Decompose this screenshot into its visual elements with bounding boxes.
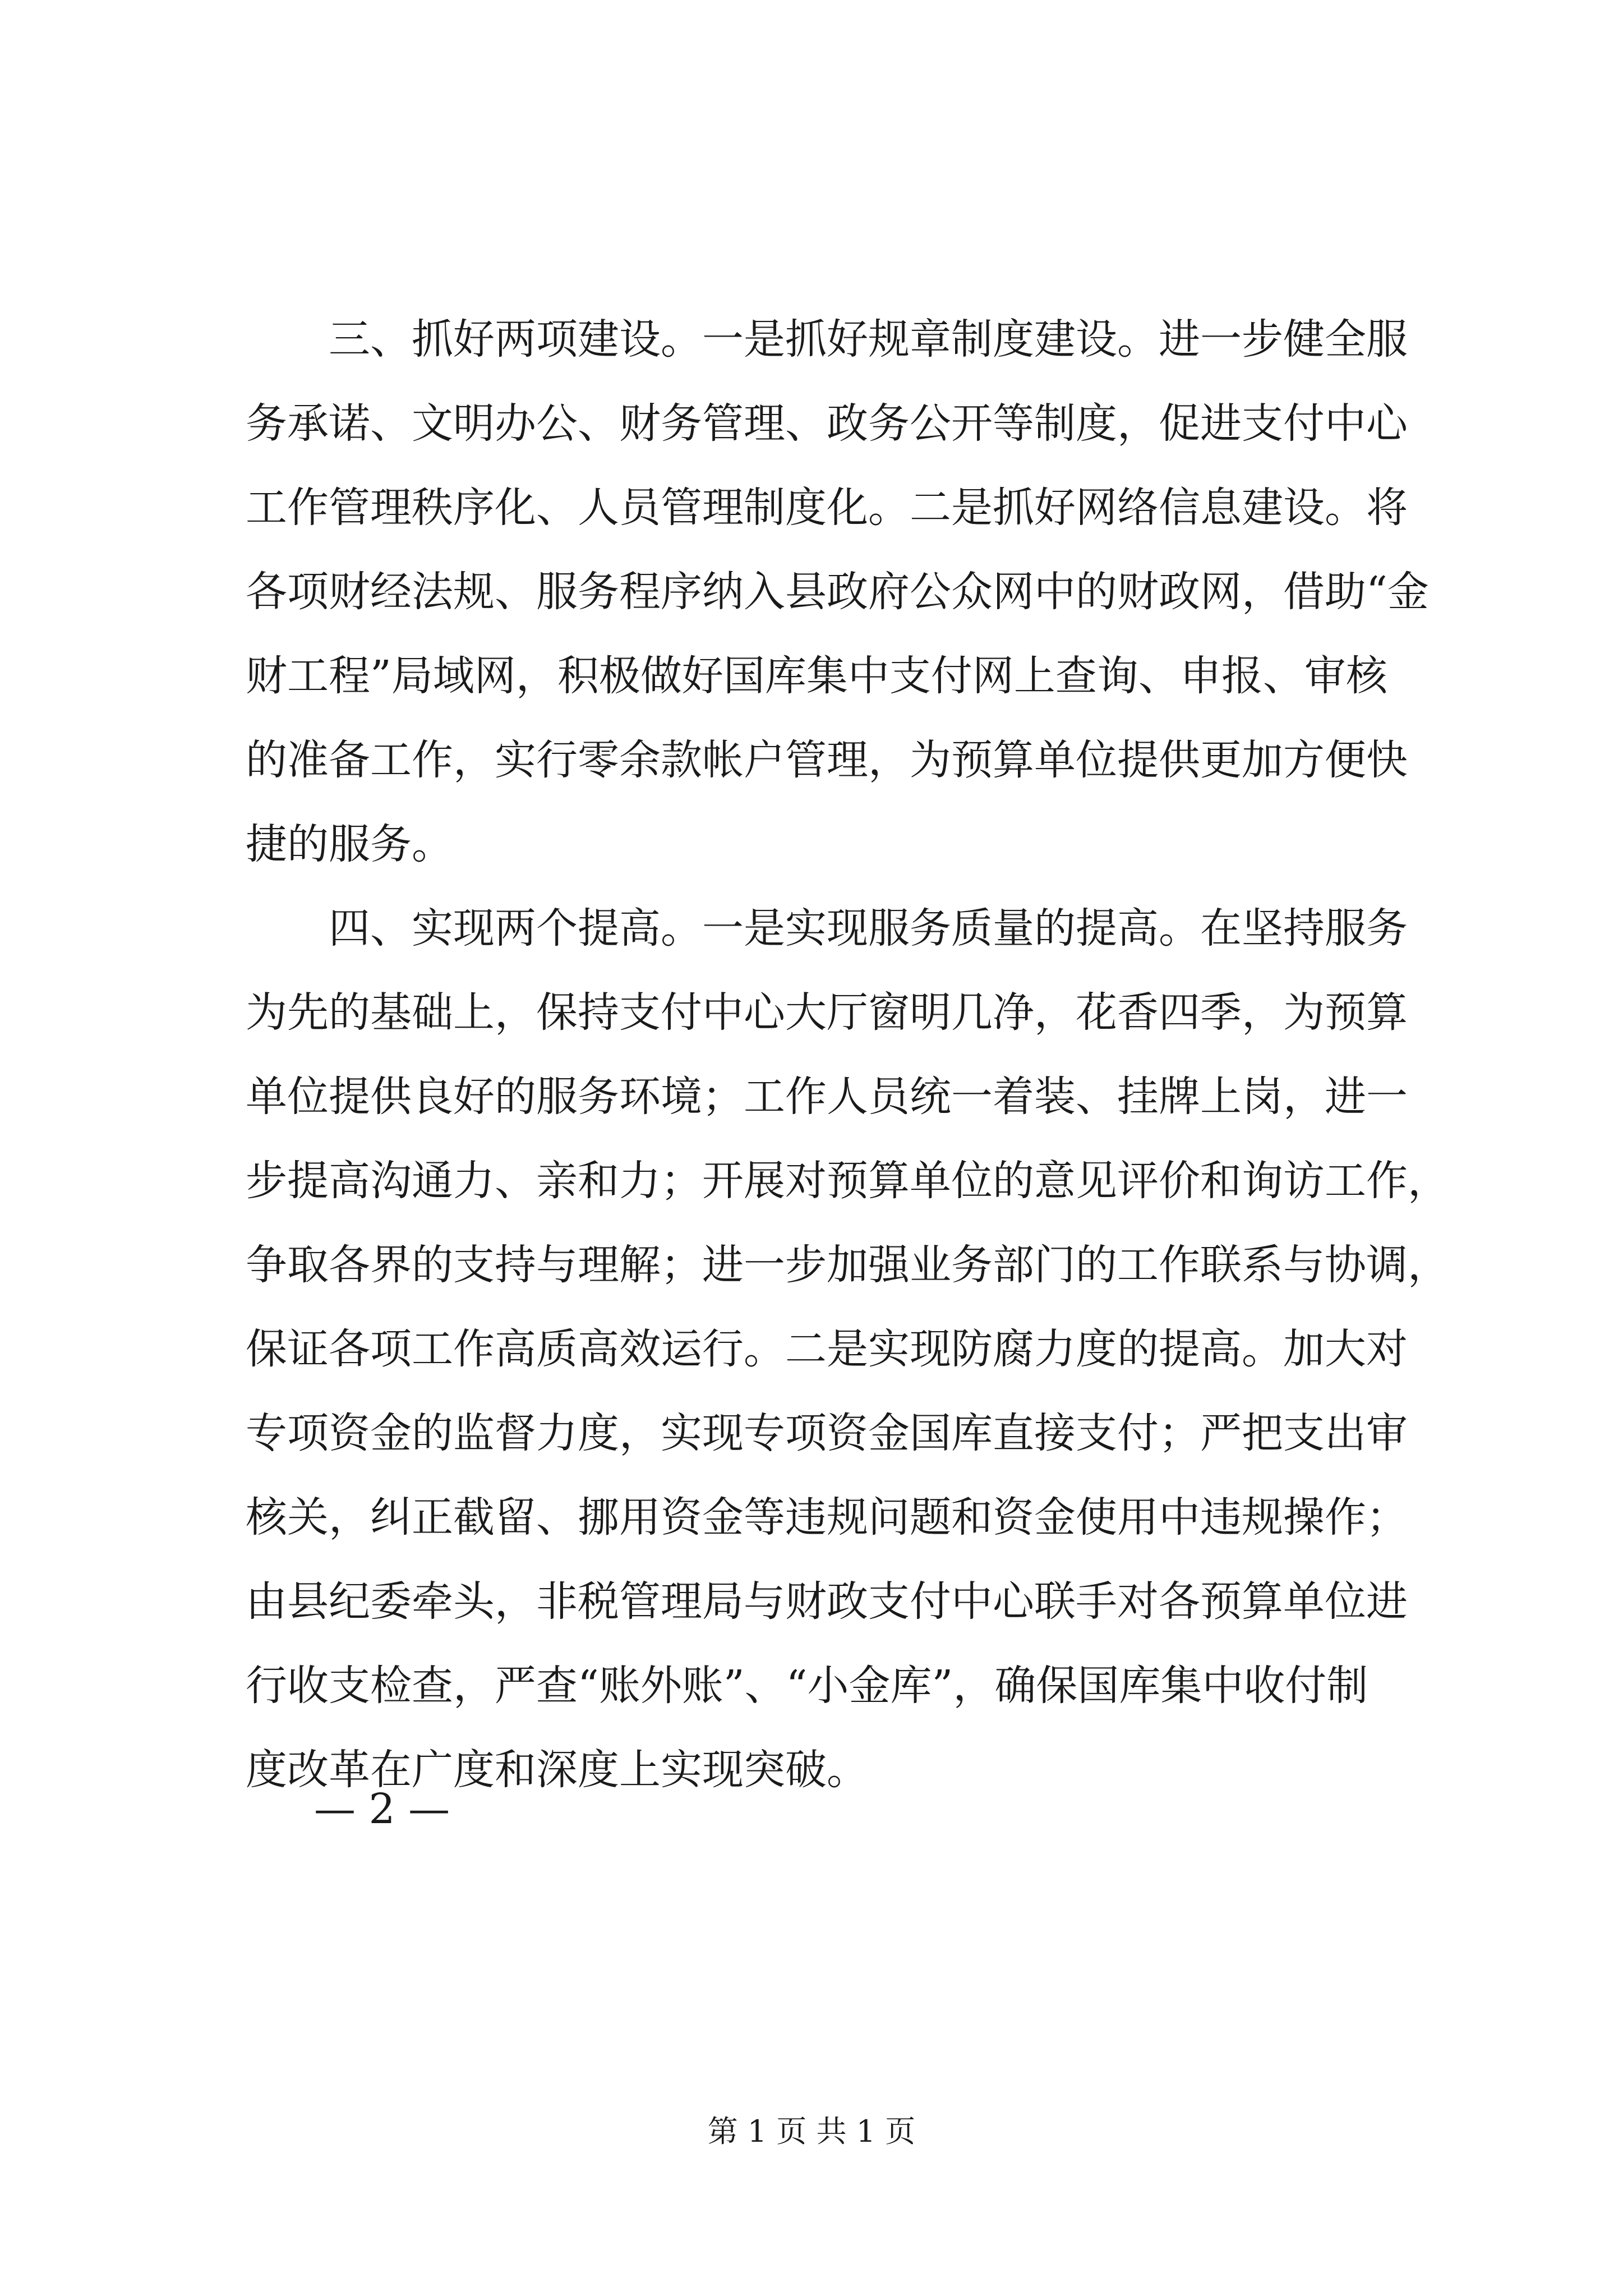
paragraph-2-line-5: 争取各界的支持与理解；进一步加强业务部门的工作联系与协调， <box>246 1241 1449 1289</box>
paragraph-2-line-9: 由县纪委牵头，非税管理局与财政支付中心联手对各预算单位进 <box>246 1577 1408 1626</box>
paragraph-1-line-7: 捷的服务。 <box>246 820 453 868</box>
paragraph-1-line-3: 工作管理秩序化、人员管理制度化。二是抓好网络信息建设。将 <box>246 484 1408 532</box>
paragraph-1-line-6: 的准备工作，实行零余款帐户管理，为预算单位提供更加方便快 <box>246 736 1408 784</box>
paragraph-1-line-1: 三、抓好两项建设。一是抓好规章制度建设。进一步健全服 <box>246 315 1408 364</box>
paragraph-2-line-4: 步提高沟通力、亲和力；开展对预算单位的意见评价和询访工作， <box>246 1157 1449 1205</box>
page-number-marker: — 2 — <box>314 1785 450 1833</box>
paragraph-1-line-5: 财工程”局域网，积极做好国库集中支付网上查询、申报、审核 <box>246 652 1387 700</box>
paragraph-2-line-10: 行收支检查，严查“账外账”、“小金库”，确保国库集中收付制 <box>246 1662 1368 1710</box>
paragraph-2-line-7: 专项资金的监督力度，实现专项资金国库直接支付；严把支出审 <box>246 1409 1408 1457</box>
paragraph-1-line-4: 各项财经法规、服务程序纳入县政府公众网中的财政网，借助“金 <box>246 568 1429 616</box>
paragraph-1-line-2: 务承诺、文明办公、财务管理、政务公开等制度，促进支付中心 <box>246 399 1408 448</box>
page-footer: 第 1 页 共 1 页 <box>707 2114 916 2149</box>
paragraph-2-line-8: 核关，纠正截留、挪用资金等违规问题和资金使用中违规操作； <box>246 1493 1408 1542</box>
paragraph-2-line-6: 保证各项工作高质高效运行。二是实现防腐力度的提高。加大对 <box>246 1325 1408 1373</box>
paragraph-2-line-11: 度改革在广度和深度上实现突破。 <box>246 1746 868 1794</box>
paragraph-2-line-3: 单位提供良好的服务环境；工作人员统一着装、挂牌上岗，进一 <box>246 1073 1408 1121</box>
paragraph-2-line-1: 四、实现两个提高。一是实现服务质量的提高。在坚持服务 <box>246 904 1408 953</box>
paragraph-2-line-2: 为先的基础上，保持支付中心大厅窗明几净，花香四季，为预算 <box>246 988 1408 1037</box>
